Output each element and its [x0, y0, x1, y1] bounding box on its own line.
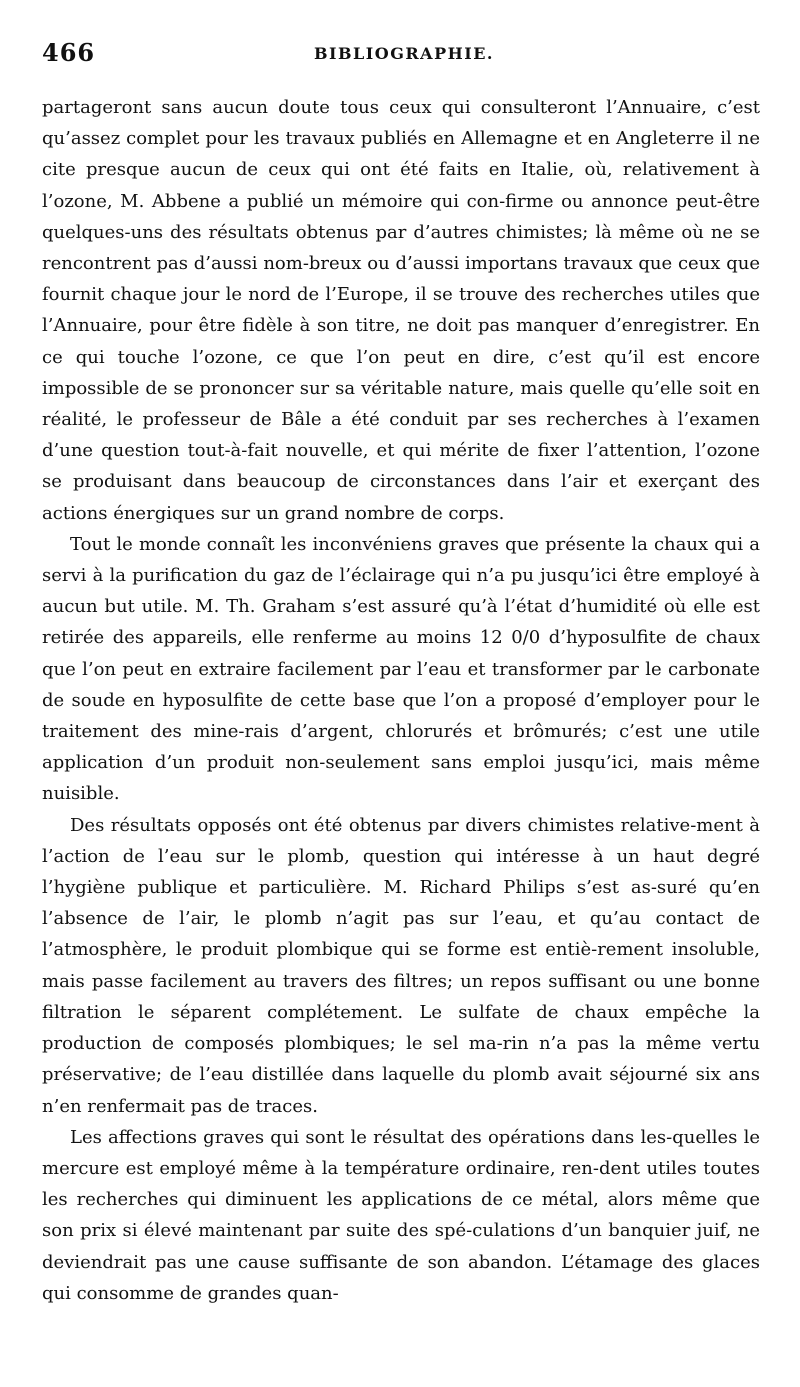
- book-page: [42, 36, 760, 1309]
- page-number: 466: [42, 38, 96, 67]
- paragraph-mercure: Les affections graves qui sont le résultat des opérations dans les-quelles le mercure est employé même à la température ordinaire, ren-dent utiles toutes les recherches qui diminuent les applications de ce métal, alors même que son prix si élevé maintenant par suite des spé-culations d’un banquier juif, ne deviendrait pas une cause suffisante de son abandon. L’étamage des glaces qui consomme de grandes quan-: [42, 1126, 760, 1304]
- running-head: BIBLIOGRAPHIE.: [314, 44, 494, 63]
- paragraph-ozone: partageront sans aucun doute tous ceux qui consulteront l’Annuaire, c’est qu’assez complet pour les travaux publiés en Allemagne et en Angleterre il ne cite presque aucun de ceux qui ont été faits en Italie, où, relativement à l’ozone, M. Abbene a publié un mémoire qui con-firme ou annonce peut-être quelques-uns des résultats obtenus par d’autres chimistes; là même où ne se rencontrent pas d’aussi nom-breux ou d’aussi importans travaux que ceux que fournit chaque jour le nord de l’Europe, il se trouve des recherches utiles que l’Annuaire, pour être fidèle à son titre, ne doit pas manquer d’enregistrer. En ce qui touche l’ozone, ce que l’on peut en dire, c’est qu’il est encore impossible de se prononcer sur sa véritable nature, mais quelle qu’elle soit en réalité, le professeur de Bâle a été conduit par ses recherches à l’examen d’une question tout-à-fait nouvelle, et qui mérite de fixer l’attention, l’ozone se produisant dans beaucoup de circonstances dans l’air et exerçant des actions énergiques sur un grand nombre de corps.: [42, 97, 760, 524]
- paragraph-plomb: Des résultats opposés ont été obtenus par divers chimistes relative-ment à l’action de l’eau sur le plomb, question qui intéresse à un haut degré l’hygiène publique et particulière. M. Richard Philips s’est as-suré qu’en l’absence de l’air, le plomb n’agit pas sur l’eau, et qu’au contact de l’atmosphère, le produit plombique qui se forme est entiè-rement insoluble, mais passe facilement au travers des filtres; un repos suffisant ou une bonne filtration le séparent complétement. Le sulfate de chaux empêche la production de composés plombiques; le sel ma-rin n’a pas la même vertu préservative; de l’eau distillée dans laquelle du plomb avait séjourné six ans n’en renfermait pas de traces.: [42, 814, 760, 1117]
- body-text: [42, 92, 760, 1309]
- page-header: [42, 36, 760, 84]
- paragraph-chaux: Tout le monde connaît les inconvéniens graves que présente la chaux qui a servi à la purification du gaz de l’éclairage qui n’a pu jusqu’ici être employé à aucun but utile. M. Th. Graham s’est assuré qu’à l’état d’humidité où elle est retirée des appareils, elle renferme au moins 12 0/0 d’hyposulfite de chaux que l’on peut en extraire facilement par l’eau et transformer par le carbonate de soude en hyposulfite de cette base que l’on a proposé d’employer pour le traitement des mine-rais d’argent, chlorurés et brômurés; c’est une utile application d’un produit non-seulement sans emploi jusqu’ici, mais même nuisible.: [42, 533, 760, 805]
